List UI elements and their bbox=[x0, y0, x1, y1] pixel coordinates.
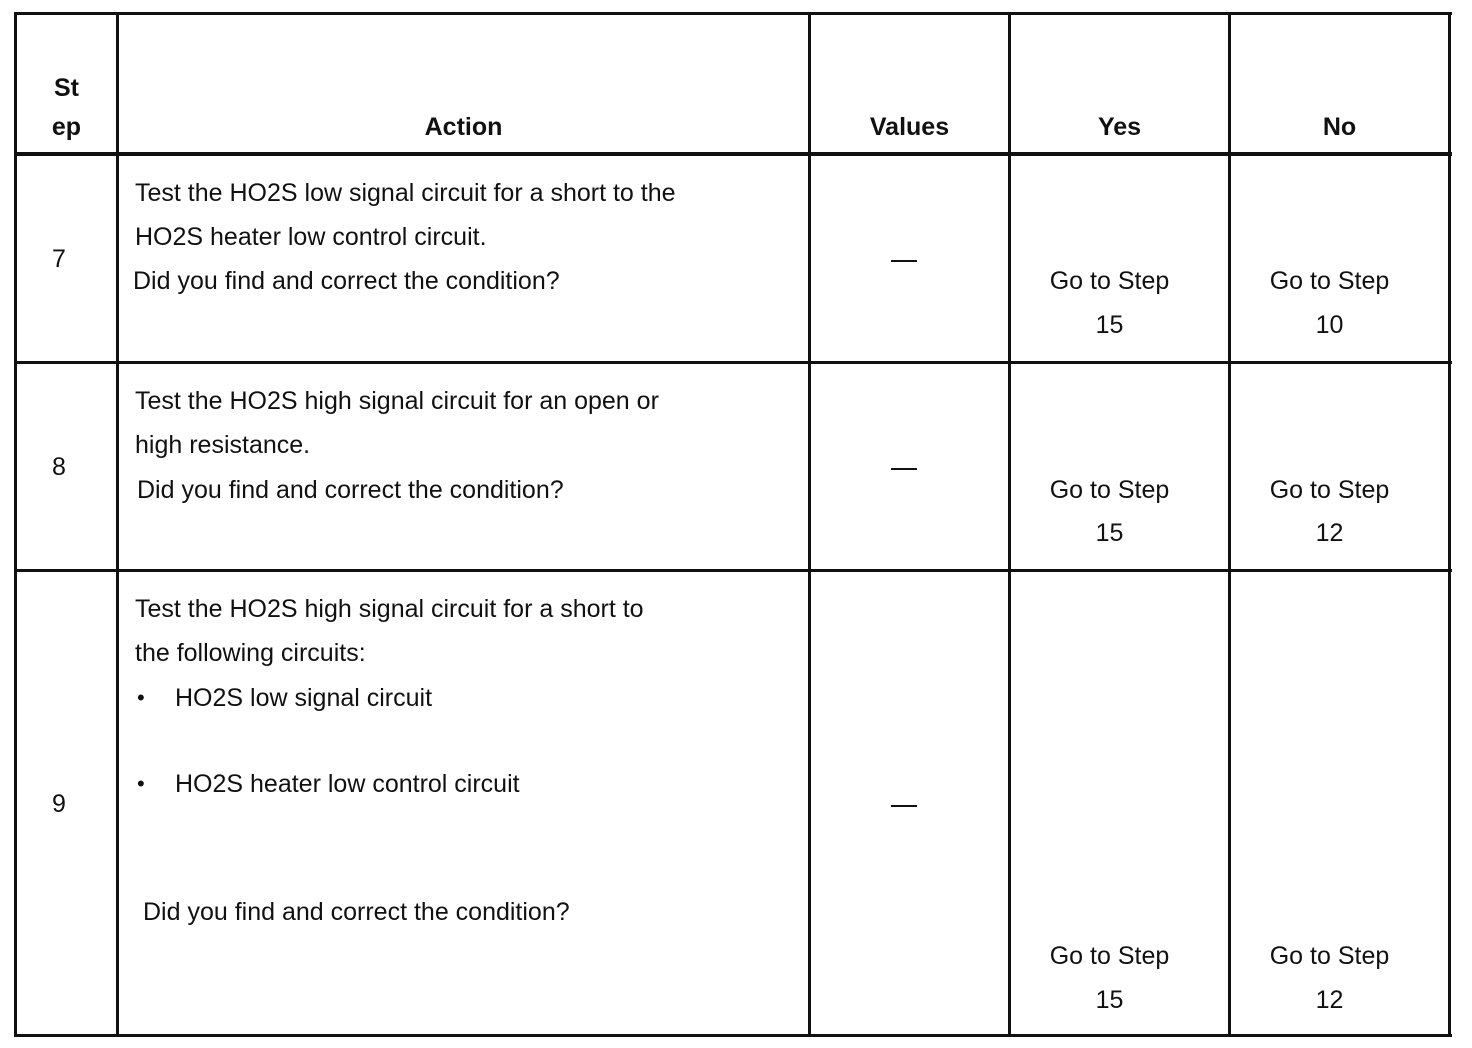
col-divider-step-action bbox=[116, 12, 119, 1037]
no-step-number: 12 bbox=[1315, 986, 1344, 1014]
header-no: No bbox=[1322, 113, 1357, 141]
yes-go-to-step-label: Go to Step bbox=[1049, 476, 1170, 504]
action-text-line: the following circuits: bbox=[135, 639, 366, 667]
header-step-line1: St bbox=[54, 74, 79, 102]
step-number: 9 bbox=[52, 790, 66, 818]
values-cell-text bbox=[892, 444, 917, 473]
table-border-bottom bbox=[14, 1034, 1452, 1037]
yes-step-number: 15 bbox=[1095, 311, 1124, 339]
action-question: Did you find and correct the condition? bbox=[137, 476, 564, 504]
header-divider bbox=[14, 152, 1452, 156]
header-step-line2: ep bbox=[51, 113, 82, 141]
action-question: Did you find and correct the condition? bbox=[143, 898, 570, 926]
yes-step-number: 15 bbox=[1095, 519, 1124, 547]
header-yes: Yes bbox=[1097, 113, 1142, 141]
action-text-line: high resistance. bbox=[135, 431, 311, 459]
no-go-to-step-label: Go to Step bbox=[1269, 476, 1390, 504]
table-border-left bbox=[14, 12, 17, 1037]
row-divider-7-8 bbox=[14, 361, 1452, 364]
step-number: 7 bbox=[52, 245, 66, 273]
col-divider-action-values bbox=[808, 12, 811, 1037]
action-text-line: Test the HO2S high signal circuit for a short to bbox=[135, 595, 644, 623]
no-step-number: 12 bbox=[1315, 519, 1344, 547]
header-values: Values bbox=[869, 113, 950, 141]
action-text-line: Test the HO2S low signal circuit for a short to the bbox=[135, 179, 676, 207]
action-text-line: HO2S heater low control circuit. bbox=[135, 223, 487, 251]
row-divider-8-9 bbox=[14, 569, 1452, 572]
yes-go-to-step-label: Go to Step bbox=[1049, 267, 1170, 295]
no-step-number: 10 bbox=[1315, 311, 1344, 339]
table-border-top bbox=[14, 12, 1452, 15]
yes-step-number: 15 bbox=[1095, 986, 1124, 1014]
header-action: Action bbox=[424, 113, 503, 141]
values-cell-text bbox=[892, 781, 917, 810]
bullet-icon: • bbox=[137, 771, 145, 796]
action-text-line: Test the HO2S high signal circuit for an open or bbox=[135, 387, 659, 415]
table-border-right bbox=[1448, 12, 1451, 1037]
step-number: 8 bbox=[52, 453, 66, 481]
bullet-item: HO2S low signal circuit bbox=[175, 684, 433, 712]
yes-go-to-step-label: Go to Step bbox=[1049, 942, 1170, 970]
no-go-to-step-label: Go to Step bbox=[1269, 267, 1390, 295]
bullet-item: HO2S heater low control circuit bbox=[175, 770, 520, 798]
action-question: Did you find and correct the condition? bbox=[133, 267, 560, 295]
bullet-icon: • bbox=[137, 685, 145, 710]
values-cell-text bbox=[892, 236, 917, 265]
no-go-to-step-label: Go to Step bbox=[1269, 942, 1390, 970]
